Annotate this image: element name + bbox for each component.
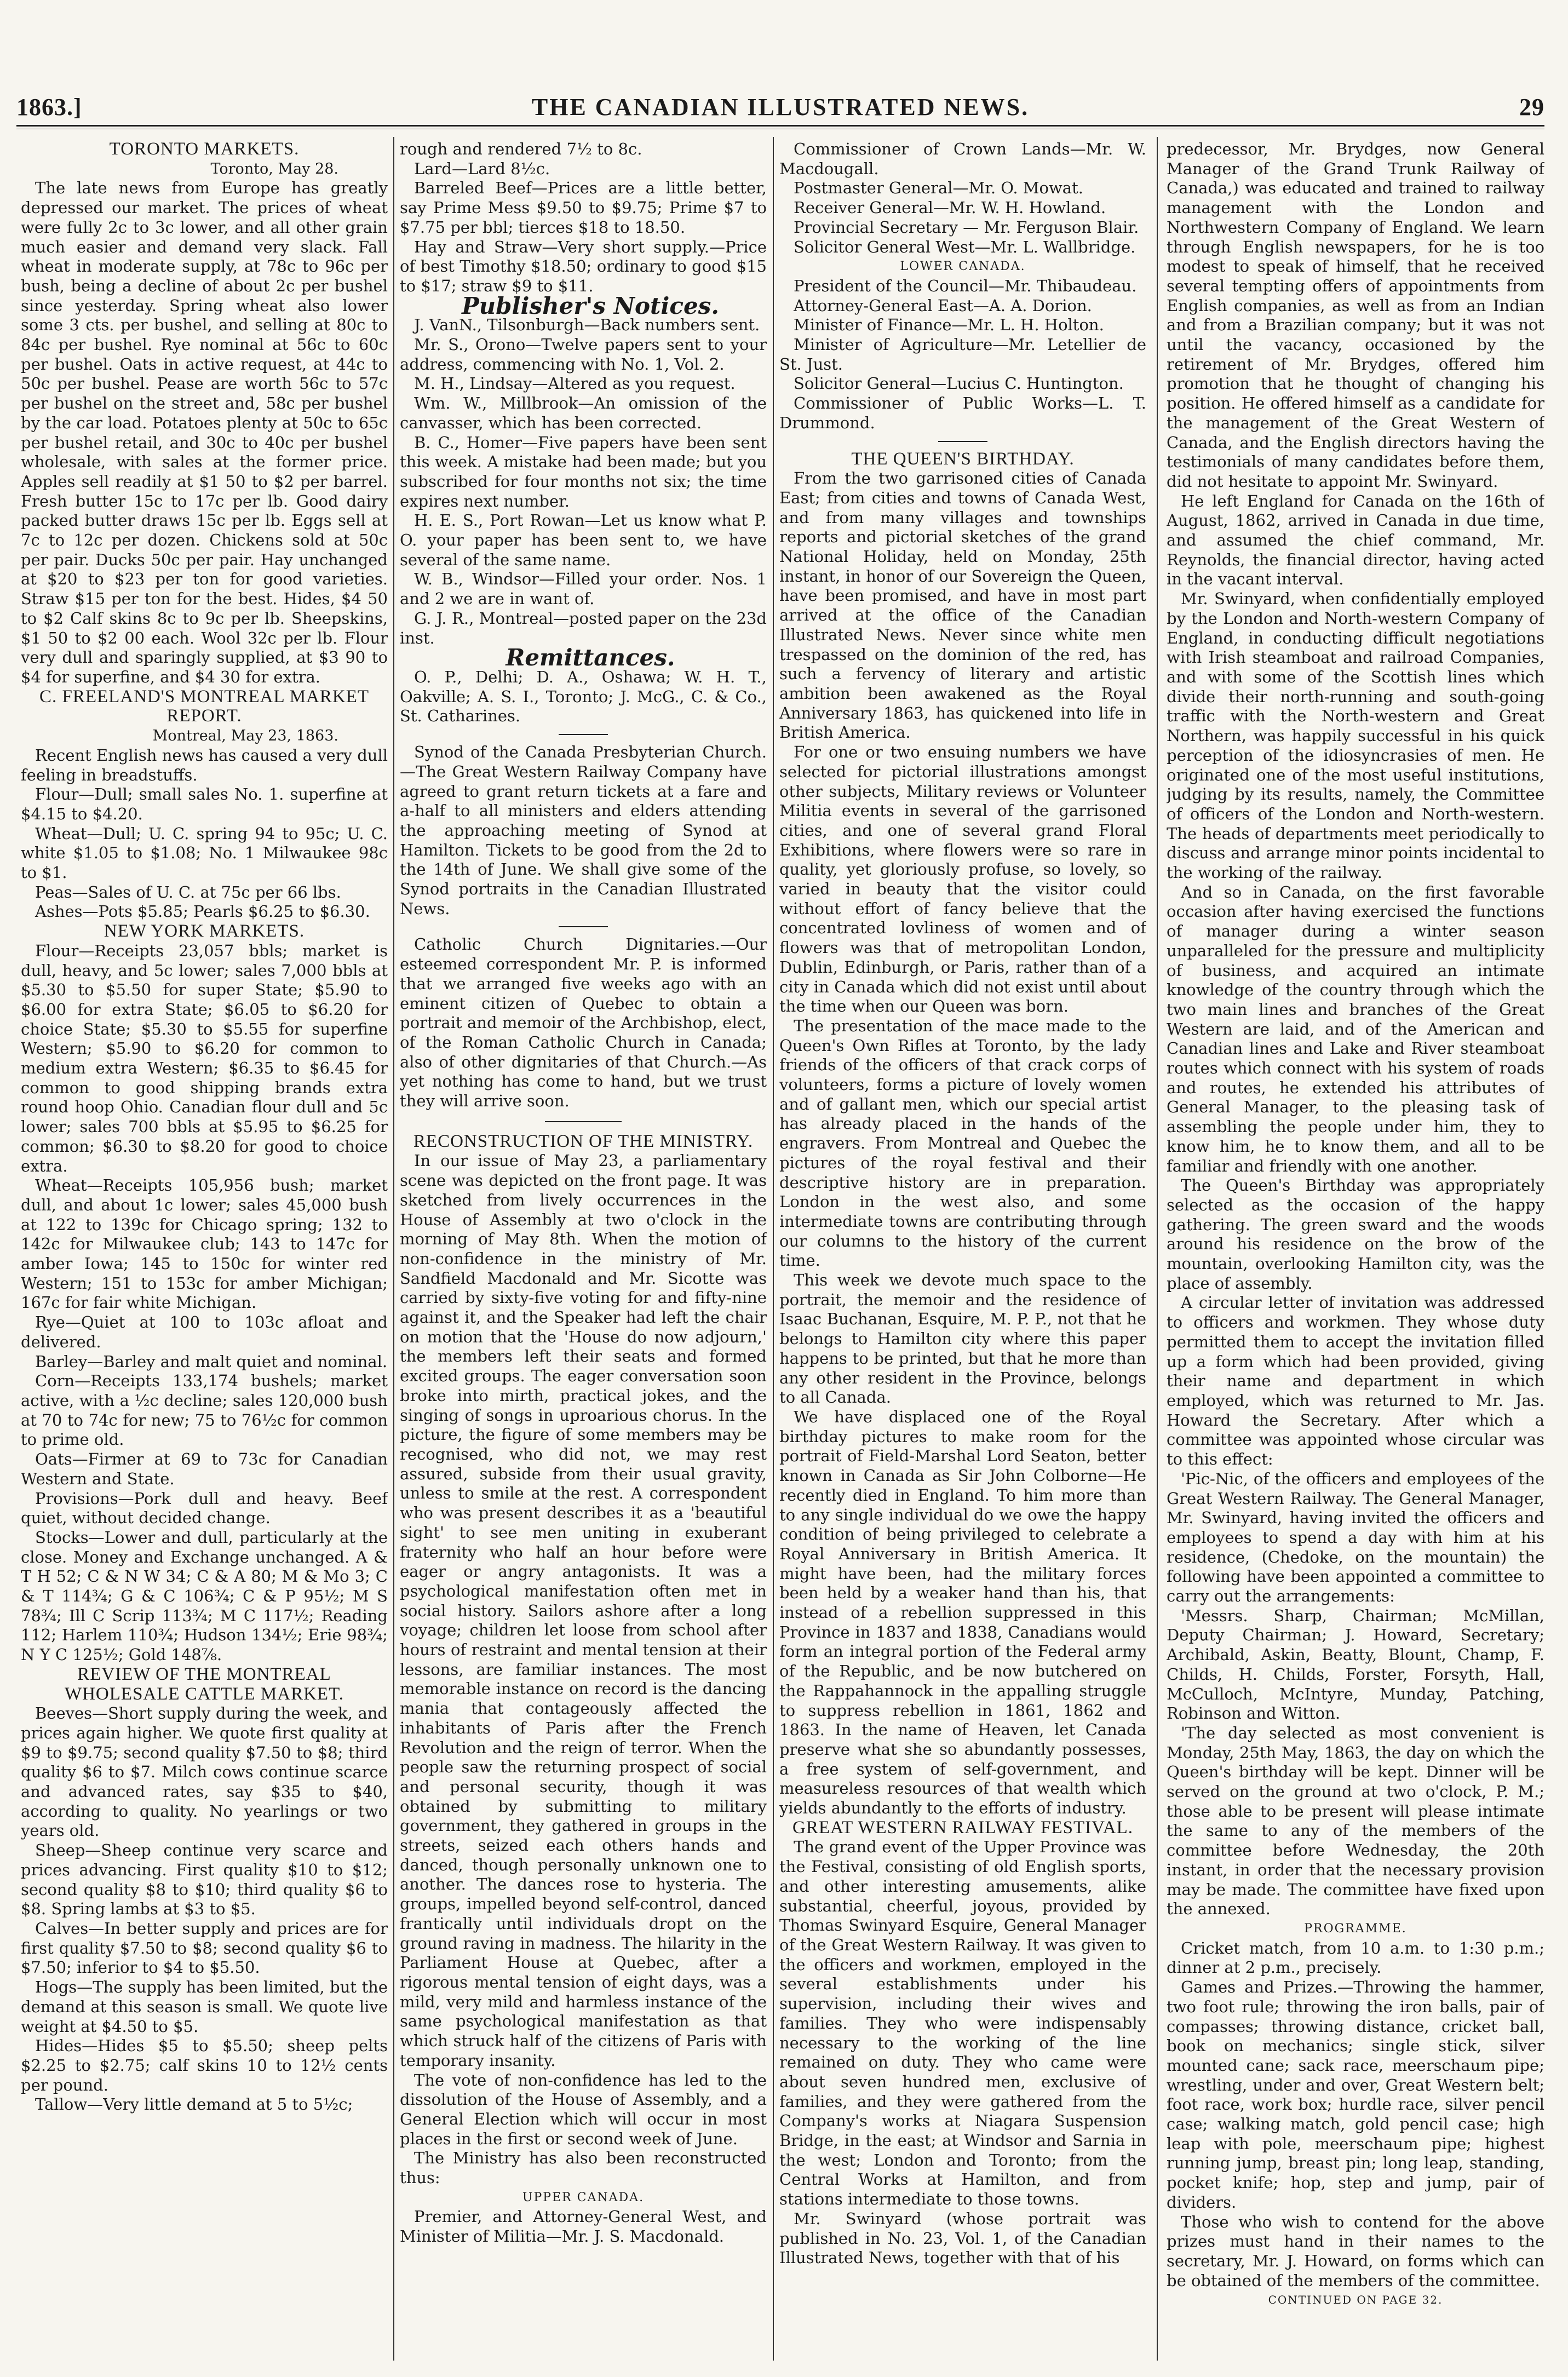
separator-rule [938, 441, 987, 442]
market-item: Stocks—Lower and dull, particularly at the close. Money and Exchange unchanged. A & T H 52; C & N W 34; C & A 80; M & Mo 3; C & T 114¾; G & C 106¾; C & P 95½; M S 78¾; Ill C Scrip 113¾; M C 117½; Reading 112; Harlem 110¾; Hudson 134½; Erie 98¾; N Y C 125½; Gold 148⅞. [21, 1528, 388, 1664]
market-item: Hogs—The supply has been limited, but the demand at this season is small. We quote live weight at $4.50 to $5. [21, 1978, 388, 2036]
ministry-item: Postmaster General—Mr. O. Mowat. [794, 179, 1083, 198]
market-item: Tallow—Very little demand at 5 to 5½c; [35, 2095, 353, 2114]
article-paragraph: He left England for Canada on the 16th of August, 1862, arrived in Canada in due time, and assumed the chief command, Mr. Reynolds, the financial director, having acted in the vacant interval. [1167, 491, 1544, 589]
ministry-item: Solicitor General West—Mr. L. Wallbridge. [794, 237, 1136, 256]
notice-item: W. B., Windsor—Filled your order. Nos. 1 and 2 we are in want of. [400, 570, 767, 608]
notice-item: H. E. S., Port Rowan—Let us know what P. O. your paper has been sent to, we have several of the same name. [400, 511, 767, 569]
notice-item: Wm. W., Millbrook—An omission of the canvasser, which has been corrected. [400, 394, 767, 432]
article-paragraph: Recent English news has caused a very dull feeling in breadstuffs. [21, 745, 388, 784]
article-paragraph: In our issue of May 23, a parliamentary scene was depicted on the front page. It was sketched from lively occurrences in the House of Assembly at two o'clock in the morning of May 8th. When the motion of non-confidence in the ministry of Mr. Sandfield Macdonald and Mr. Sicotte was carried by sixty-five voting for and fifty-nine against it, and the Speaker had left the chair on motion that the 'House do now adjourn,' the members left their seats and formed excited groups. The eager conversation soon broke into mirth, practical jokes, and the singing of songs in uproarious chorus. In the picture, the figure of some members may be recognised, who did not, we may rest assured, subside from their usual gravity, unless to smile at the rest. A correspondent who was present describes it as a 'beautiful sight' to see men uniting in exuberant fraternity who half an hour before were eager or angry antagonists. It was a psychological manifestation often met in social history. Sailors ashore after a long voyage; children let loose from school after hours of restraint and mental tension at their lessons, are familiar instances. The most memorable instance on record is the dancing mania that contageously affected the inhabitants of Paris after the French Revolution and the reign of terror. When the people saw the returning prospect of social and personal security, though it was obtained by submitting to military government, they gathered in groups in the streets, seized each others hands and danced, though personally unknown one to another. The dances rose to hysteria. The groups, impelled beyond self-control, danced frantically until individuals dropt on the ground raving in madness. The hilarity in the Parliament House at Quebec, after a rigorous mental tension of eight days, was a mild, very mild and harmless instance of the same psychological manifestation as that which struck half of the citizens of Paris with temporary insanity. [400, 1151, 767, 2070]
ministry-item: Minister of Agriculture—Mr. Letellier de St. Just. [779, 335, 1146, 374]
column-2 [400, 140, 767, 2363]
ministry-item: Attorney-General East—A. A. Dorion. [794, 296, 1092, 315]
market-item: Wheat—Dull; U. C. spring 94 to 95c; U. C. white $1.05 to $1.08; No. 1 Milwaukee 98c to $1. [21, 824, 388, 882]
remittance-list: O. P., Delhi; D. A., Oshawa; W. H. T., Oakville; A. S. I., Toronto; J. McG., C. & Co., St. Catharines. [400, 667, 767, 726]
market-item: Ashes—Pots $5.85; Pearls $6.25 to $6.30. [35, 902, 370, 921]
article-paragraph: This week we devote much space to the portrait, the memoir and the residence of Isaac Buchanan, Esquire, M. P. P., not that he belongs to Hamilton city where this paper happens to be printed, but that he more than any other resident in the Province, belongs to all Canada. [779, 1271, 1146, 1407]
notice-item: Mr. S., Orono—Twelve papers sent to your address, commencing with No. 1, Vol. 2. [400, 335, 767, 374]
column-divider [393, 137, 394, 2361]
newspaper-title: THE CANADIAN ILLUSTRATED NEWS. [531, 94, 1030, 120]
market-item: Hay and Straw—Very short supply.—Price of best Timothy $18.50; ordinary to good $15 to $17; straw $9 to $11. [400, 237, 767, 295]
column-1 [21, 140, 388, 2363]
article-paragraph: predecessor, Mr. Brydges, now General Manager of the Grand Trunk Railway of Canada,) was educated and trained to railway management with the London and Northwestern Company of England. We learn through English newspapers, for he is too modest to speak of himself, that he received several tempting offers of appointments from English companies, as well as from an Indian and from a Brazilian company; but it was not until the vacancy, occasioned by the retirement of Mr. Brydges, offered him promotion that he thought of changing his position. He offered himself as a candidate for the management of the Great Western of Canada, and the English directors having the testimonials of many candidates before them, did not hesitate to appoint Mr. Swinyard. [1167, 140, 1544, 491]
market-item: Corn—Receipts 133,174 bushels; market active, with a ½c decline; sales 120,000 bush at 70 to 74c for new; 75 to 76½c for common to prime old. [21, 1371, 388, 1449]
article-paragraph: Cricket match, from 10 a.m. to 1:30 p.m.; dinner at 2 p.m., precisely. [1167, 1938, 1544, 1977]
continued-note: CONTINUED ON PAGE 32. [1268, 2293, 1443, 2307]
ministry-item: Commissioner of Crown Lands—Mr. W. Macdougall. [779, 140, 1146, 178]
notice-item: B. C., Homer—Five papers have been sent this week. A mistake had been made; but you subscribed for four months not six; the time expires next number. [400, 433, 767, 510]
article-paragraph: The Queen's Birthday was appropriately selected as the occasion of the happy gathering. The green sward and the woods around his residence on the brow of the mountain, overlooking Hamilton city, was the place of assembly. [1167, 1176, 1544, 1293]
article-paragraph: And so in Canada, on the first favorable occasion after having exercised the functions of manager during a winter season unparalleled for the pressure and multiplicity of business, and acquired an intimate knowledge of the country through which the two main lines and branches of the Great Western are laid, and of the American and Canadian lines and Lake and River steamboat routes which connect with his system of roads and routes, he extended his attributes of General Manager, to the pleasing task of assembling the people under him, they to know him, he to know them, and all to be familiar and friendly with one another. [1167, 882, 1544, 1175]
market-item: Flour—Dull; small sales No. 1. superfine at $4.15 to $4.20. [21, 785, 388, 823]
market-item: Wheat—Receipts 105,956 bush; market dull, and about 1c lower; sales 45,000 bush at 122 to 139c for Chicago spring; 132 to 142c for Milwaukee club; 143 to 147c for amber Iowa; 145 to 150c for winter red Western; 151 to 153c for amber Michigan; 167c for fair white Michigan. [21, 1176, 388, 1312]
ministry-item: Premier, and Attorney-General West, and Minister of Militia—Mr. J. S. Macdonald. [400, 2207, 767, 2246]
section-heading: TORONTO MARKETS. [109, 140, 300, 159]
article-paragraph: The Ministry has also been reconstructed thus: [400, 2149, 767, 2187]
section-heading: GREAT WESTERN RAILWAY FESTIVAL. [792, 1817, 1133, 1838]
section-heading-remittances: Remittances. [506, 644, 675, 671]
page-number: 29 [1519, 94, 1544, 120]
column-divider [1157, 137, 1158, 2361]
article-paragraph: The grand event of the Upper Province was the Festival, consisting of old English sports, and other interesting amusements, alike substantial, cheerful, joyous, provided by Thomas Swinyard Esquire, General Manager of the Great Western Railway. It was given to the officers and workmen, employed in the several establishments under his supervision, including their wives and families. They who were indispensably necessary to the working of the line remained on duty. They who came were about seven hundred men, exclusive of families, and they were gathered from the Company's works at Niagara Suspension Bridge, in the east; at Windsor and Sarnia in the west; London and Toronto; from the Central Works at Hamilton, and from stations intermediate to those towns. [779, 1838, 1146, 2209]
subheading: UPPER CANADA. [522, 2190, 645, 2204]
section-heading: THE QUEEN'S BIRTHDAY. [851, 449, 1075, 469]
ministry-item: Receiver General—Mr. W. H. Howland. [794, 198, 1106, 217]
market-item: Peas—Sales of U. C. at 75c per 66 lbs. [35, 882, 341, 902]
article-paragraph: From the two garrisoned cities of Canada East; from cities and towns of Canada West, and from many villages and townships reports and pictorial sketches of the grand National Holiday, held on Monday, 25th instant, in honor of our Sovereign the Queen, have been promised, and have in most part arrived at the office of the Canadian Illustrated News. Never since white men trespassed on the dominion of the red, has such a fervency of literary and artistic ambition been awakened as the Royal Anniversary 1863, has quickened into life in British America. [779, 469, 1146, 742]
market-item: Provisions—Pork dull and heavy. Beef quiet, without decided change. [21, 1489, 388, 1528]
section-heading: NEW YORK MARKETS. [104, 921, 305, 941]
article-paragraph: Mr. Swinyard, when confidentially employed by the London and North-western Company of England, in conducting difficult negotiations with Irish steamboat and railroad Companies, and with some of the Scottish lines which divide their north-running and south-going traffic with the North-western and Great Northern, was happily successful in his quick perception of the idiosyncrasies of men. He originated one of the most useful institutions, judging by its results, namely, the Committee of officers of the London and North-western. The heads of departments meet periodically to discuss and arrange minor points incidental to the working of the railway. [1167, 589, 1544, 882]
article-paragraph: Synod of the Canada Presbyterian Church.—The Great Western Railway Company have agreed to grant return tickets at a fare and a-half to all ministers and elders attending the approaching meeting of Synod at Hamilton. Tickets to be good from the 2d to the 14th of June. We shall give some of the Synod portraits in the Canadian Illustrated News. [400, 743, 767, 918]
ministry-item: Provincial Secretary — Mr. Ferguson Blair. [794, 217, 1139, 237]
market-item: Lard—Lard 8½c. [414, 159, 550, 178]
notice-item: G. J. R., Montreal—posted paper on the 23d inst. [400, 608, 767, 647]
article-paragraph: For one or two ensuing numbers we have selected for pictorial illustrations amongst other subjects, Military reviews or Volunteer Militia events in several of the garrisoned cities, and one of several grand Floral Exhibitions, where flowers were so rare in quality, yet gloriously profuse, so lovely, so varied in beauty that the visitor could without effort of fancy believe that the concentrated lovliness of women and of flowers was that of metropolitan London, Dublin, Edinburgh, or Paris, rather than of a city in Canada which did not exist until about the time when our Queen was born. [779, 743, 1146, 1016]
article-paragraph: 'Pic-Nic, of the officers and employees of the Great Western Railway. The General Manager, Mr. Swinyard, having invited the officers and employees to spend a day with him at his residence, (Chedoke, on the mountain) the following have been appointed a committee to carry out the arrangements: [1167, 1469, 1544, 1606]
market-item: Barley—Barley and malt quiet and nominal. [35, 1352, 388, 1371]
header-rule [16, 125, 1544, 127]
ministry-item: Minister of Finance—Mr. L. H. Holton. [794, 315, 1104, 335]
ministry-item: Solicitor General—Lucius C. Huntington. [794, 374, 1124, 393]
market-item: rough and rendered 7½ to 8c. [400, 140, 642, 158]
ministry-item: President of the Council—Mr. Thibaudeau. [794, 276, 1137, 295]
article-paragraph: The presentation of the mace made to the Queen's Own Rifles at Toronto, by the lady friends of the officers of that crack corps of volunteers, forms a picture of lovely women and of gallant men, which our special artist has already placed in the hands of the engravers. From Montreal and Quebec the pictures of the royal festival and their descriptive history are in preparation. London in the west also, and some intermediate towns are contributing through our columns to the history of the current time. [779, 1016, 1146, 1270]
column-divider [773, 137, 774, 2361]
subheading: PROGRAMME. [1304, 1921, 1407, 1936]
ministry-item: Commissioner of Public Works—L. T. Drummond. [779, 394, 1146, 432]
separator-rule [545, 1121, 622, 1122]
article-paragraph: 'Messrs. Sharp, Chairman; McMillan, Deputy Chairman; J. Howard, Secretary; Archibald, Askin, Beatty, Blount, Champ, F. Childs, H. Childs, Forster, Forsyth, Hall, McCulloch, McIntyre, Munday, Patching, Robinson and Witton. [1167, 1606, 1544, 1723]
section-heading: RECONSTRUCTION OF THE MINISTRY. [413, 1131, 754, 1151]
section-heading: REVIEW OF THE MONTREAL WHOLESALE CATTLE MARKET. [64, 1664, 344, 1704]
separator-rule [559, 734, 608, 735]
market-item: Barreled Beef—Prices are a little better, say Prime Mess $9.50 to $9.75; Prime $7 to $7.75 per bbl; tierces $18 to 18.50. [400, 179, 767, 237]
notice-item: J. VanN., Tilsonburgh—Back numbers sent. [414, 315, 760, 335]
article-paragraph: The vote of non-confidence has led to the dissolution of the House of Assembly, and a General Election which will occur in most places in the first or second week of June. [400, 2070, 767, 2148]
article-paragraph: The late news from Europe has greatly depressed our market. The prices of wheat were fully 2c to 3c lower, and all other grain much easier and demand very slack. Fall wheat in moderate supply, at 78c to 96c per bush, being a decline of about 2c per bushel since yesterday. Spring wheat also lower some 3 cts. per bushel, and selling at 80c to 84c per bushel. Rye nominal at 56c to 60c per bushel. Oats in active request, at 44c to 50c per bushel. Pease are worth 56c to 57c per bushel on the street and, 58c per bushel by the car load. Potatoes plenty at 50c to 65c per bushel retail, and 30c to 40c per bushel wholesale, with sales at the former price. Apples sell readily at $1 50 to $2 per barrel. Fresh butter 15c to 17c per lb. Good dairy packed butter draws 15c per lb. Eggs sell at 7c to 12c per dozen. Chickens sold at 50c per pair. Ducks 50c per pair. Hay unchanged at $20 to $23 per ton for good varieties. Straw $15 per ton for the best. Hides, $4 50 to $2 Calf skins 8c to 9c per lb. Sheepskins, $1 50 to $2 00 each. Wool 32c per lb. Flour very dull and sparingly supplied, at $3 90 to $4 for superfine, and $4 30 for extra. [21, 179, 388, 686]
market-item: Hides—Hides $5 to $5.50; sheep pelts $2.25 to $2.75; calf skins 10 to 12½ cents per pound. [21, 2036, 388, 2094]
article-paragraph: Catholic Church Dignitaries.—Our esteemed correspondent Mr. P. is informed that we arranged five weeks ago with an eminent citizen of Quebec to obtain a portrait and memoir of the Archbishop, elect, of the Roman Catholic Church in Canada; also of other dignitaries of that Church.—As yet nothing has come to hand, but we trust they will arrive soon. [400, 935, 767, 1111]
market-item: Rye—Quiet at 100 to 103c afloat and delivered. [21, 1313, 388, 1351]
dateline: Toronto, May 28. [210, 160, 338, 177]
section-heading: C. FREELAND'S MONTREAL MARKET REPORT. [39, 686, 370, 726]
article-paragraph: Those who wish to contend for the above prizes must hand in their names to the secretary, Mr. J. Howard, on forms which can be obtained of the members of the committee. [1167, 2212, 1544, 2290]
article-paragraph: We have displaced one of the Royal birthday pictures to make room for the portrait of Field-Marshal Lord Seaton, better known in Canada as Sir John Colborne—He recently died in England. To him more than to any single individual do we owe the happy condition of being privileged to celebrate a Royal Anniversary in British America. It might have been, had the military forces been held by a weaker hand than his, that instead of a rebellion suppressed in this Province in 1837 and 1838, Canadians would form an integral portion of the Federal army of the Republic, and be now butchered on the Rappahannock in the appalling struggle to suppress rebellion in 1861, 1862 and 1863. In the name of Heaven, let Canada preserve what she so abundantly possesses, a free system of self-government, and measureless resources of that wealth which yields abundantly to the efforts of industry. [779, 1408, 1146, 1818]
issue-year: 1863.] [16, 94, 82, 120]
article-paragraph: Games and Prizes.—Throwing the hammer, two foot rule; throwing the iron balls, pair of compasses; throwing distance, cricket ball, book on mechanics; single stick, silver mounted cane; sack race, meerschaum pipe; wrestling, under and over, Great Western belt; foot race, work box; hurdle race, silver pencil case; walking match, gold pencil case; high leap with pole, meerschaum pipe; highest running jump, breast pin; long leap, standing, pocket knife; hop, step and jump, pair of dividers. [1167, 1978, 1544, 2212]
notice-item: M. H., Lindsay—Altered as you request. [414, 374, 736, 393]
column-3 [779, 140, 1146, 2363]
dateline: Montreal, May 23, 1863. [152, 727, 338, 745]
column-4 [1167, 140, 1544, 2363]
separator-rule [559, 926, 608, 927]
market-item: Beeves—Short supply during the week, and prices again higher. We quote first quality at $9 to $9.75; second quality $7.50 to $8; third quality $6 to $7. Milch cows continue scarce and advanced rates, say $35 to $40, according to quality. No yearlings or two years old. [21, 1704, 388, 1840]
market-item: Oats—Firmer at 69 to 73c for Canadian Western and State. [21, 1450, 388, 1488]
market-item: Flour—Receipts 23,057 bbls; market is dull, heavy, and 5c lower; sales 7,000 bbls at $5.30 to $5.50 for super State; $5.90 to $6.00 for extra State; $6.05 to $6.20 for choice State; $5.30 to $5.55 for superfine Western; $5.90 to $6.20 for common to medium extra Western; $6.35 to $6.45 for common to good shipping brands extra round hoop Ohio. Canadian flour dull and 5c lower; sales 700 bbls at $5.95 to $6.25 for common; $6.30 to $8.20 for good to choice extra. [21, 941, 388, 1175]
article-paragraph: 'The day selected as most convenient is Monday, 25th May, 1863, the day on which the Queen's birthday will be kept. Dinner will be served on the ground at two o'clock, P. M.; those able to be present will please intimate the same to any of the members of the committee before Wednesday, the 20th instant, in order that the necessary provision may be made. The committee have fixed upon the annexed. [1167, 1723, 1544, 1919]
market-item: Calves—In better supply and prices are for first quality $7.50 to $8; second quality $6 to $7.50; inferior to $4 to $5.50. [21, 1919, 388, 1977]
subheading: LOWER CANADA. [900, 260, 1026, 274]
market-item: Sheep—Sheep continue very scarce and prices advancing. First quality $10 to $12; second quality $8 to $10; third quality $6 to $8. Spring lambs at $3 to $5. [21, 1841, 388, 1919]
article-paragraph: Mr. Swinyard (whose portrait was published in No. 23, Vol. 1, of the Canadian Illustrated News, together with that of his [779, 2209, 1146, 2267]
article-paragraph: A circular letter of invitation was addressed to officers and workmen. They whose duty permitted them to accept the invitation filled up a form which had been provided, giving their name and department in which employed, which was returned to Mr. Jas. Howard the Secretary. After which a committee was appointed whose circular was to this effect: [1167, 1293, 1544, 1469]
section-heading-notices: Publisher's Notices. [462, 292, 719, 319]
